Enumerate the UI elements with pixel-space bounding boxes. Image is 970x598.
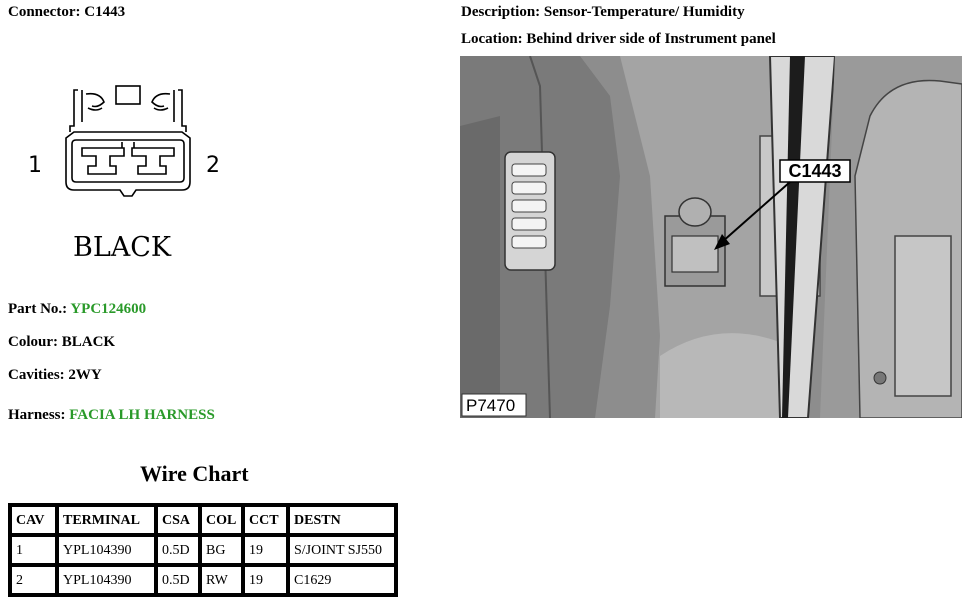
figure-id-label: P7470 — [466, 396, 516, 415]
cell-cav: 2 — [11, 564, 56, 594]
header-terminal: TERMINAL — [56, 506, 155, 534]
table-row — [11, 564, 395, 594]
connector-colour-caption: BLACK — [73, 232, 172, 263]
pin-1-label: 1 — [28, 153, 42, 178]
connector-face-drawing — [26, 78, 236, 268]
table-header-row — [11, 506, 395, 534]
cell-terminal: YPL104390 — [56, 534, 155, 564]
harness-row — [8, 407, 215, 424]
part-number-row — [8, 301, 146, 318]
location-illustration — [460, 56, 962, 418]
cell-destn: C1629 — [287, 564, 395, 594]
location-label: Location: Behind driver side of Instrument panel — [461, 31, 776, 47]
cell-csa: 0.5D — [155, 564, 199, 594]
cell-cct: 19 — [242, 534, 287, 564]
cell-col: RW — [199, 564, 242, 594]
wire-chart-title: Wire Chart — [140, 461, 249, 486]
colour-label: Colour: BLACK — [8, 334, 116, 350]
connector-label: Connector: C1443 — [8, 4, 126, 20]
header-cct: CCT — [242, 506, 287, 534]
header-cav: CAV — [11, 506, 56, 534]
cell-col: BG — [199, 534, 242, 564]
harness-label: Harness: — [8, 407, 70, 423]
description-label: Description: Sensor-Temperature/ Humidity — [461, 4, 745, 20]
part-number-link[interactable]: YPC124600 — [70, 301, 147, 317]
wire-chart-table — [8, 503, 398, 597]
header-col: COL — [199, 506, 242, 534]
callout-label: C1443 — [788, 161, 842, 181]
header-csa: CSA — [155, 506, 199, 534]
pin-2-label: 2 — [206, 153, 220, 178]
cell-destn: S/JOINT SJ550 — [287, 534, 395, 564]
cell-cct: 19 — [242, 564, 287, 594]
harness-link[interactable]: FACIA LH HARNESS — [69, 407, 215, 423]
header-destn: DESTN — [287, 506, 395, 534]
table-row — [11, 534, 395, 564]
cell-terminal: YPL104390 — [56, 564, 155, 594]
cell-cav: 1 — [11, 534, 56, 564]
part-number-label: Part No.: — [8, 301, 71, 317]
cell-csa: 0.5D — [155, 534, 199, 564]
cavities-label: Cavities: 2WY — [8, 367, 102, 383]
